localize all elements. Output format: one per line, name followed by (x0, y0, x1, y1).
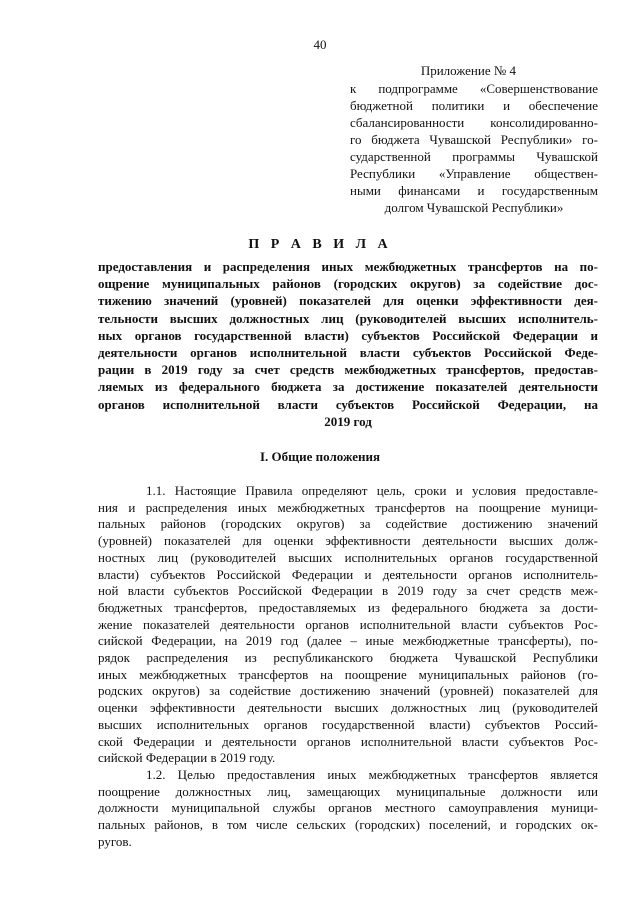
appendix-line: сударственной программы Чувашской (350, 149, 598, 164)
rules-subtitle (98, 258, 598, 430)
paragraph-line: сийской Федерации в 2019 году. (98, 750, 276, 766)
paragraph-line: высших исполнительных органов государственной власти) субъектов Россий- (98, 716, 598, 732)
paragraph-line: иных межбюджетных трансфертов на поощрение муниципальных районов (го- (98, 666, 598, 682)
appendix-line: ными финансами и государственным (350, 183, 598, 198)
appendix-line: бюджетной политики и обеспечение (350, 98, 598, 113)
paragraph-line: жение показателей деятельности органов исполнительной власти субъектов Рос- (98, 616, 598, 632)
appendix-line: Республики «Управление обществен- (350, 166, 598, 181)
paragraph-line: ругов. (98, 833, 132, 849)
paragraph-line: оценки эффективности деятельности высших должностных лиц (руководителей (98, 700, 598, 716)
paragraph-line: поощрение должностных лиц, замещающих муниципальные должности или (98, 783, 598, 799)
subtitle-line: тижению значений (уровней) показателей для оценки эффективности дея- (98, 293, 598, 309)
rules-title: П Р А В И Л А (248, 237, 392, 252)
appendix-title: Приложение № 4 (420, 63, 516, 78)
paragraph-line: ской Федерации и деятельности органов исполнительной власти субъектов Рос- (98, 733, 598, 749)
appendix-line: го бюджета Чувашской Республики» го- (350, 132, 598, 147)
paragraph-line: пальных районов, в том числе сельских (городских) поселений, и городских ок- (98, 817, 598, 833)
paragraph-line: 1.1. Настоящие Правила определяют цель, сроки и условия предоставле- (146, 483, 598, 498)
paragraph-line: власти) субъектов Российской Федерации и деятельности органов исполнитель- (98, 566, 598, 582)
paragraph-line: ной власти субъектов Российской Федерации в 2019 году за счет средств меж- (98, 583, 598, 599)
paragraph-2 (98, 767, 598, 851)
paragraph-line: 1.2. Целью предоставления иных межбюджетных трансфертов является (146, 766, 598, 782)
subtitle-line: деятельности органов исполнительной власти субъектов Российской Феде- (98, 345, 598, 361)
paragraph-line: рядок распределения из республиканского бюджета Чувашской Республики (98, 650, 598, 666)
subtitle-line: ных органов государственной власти) субъектов Российской Федерации и (98, 327, 598, 343)
section-body (98, 483, 598, 850)
paragraph-line: (уровней) показателей для оценки эффективности деятельности высших долж- (98, 533, 598, 549)
subtitle-line: органов исполнительной власти субъектов Российской Федерации, на (98, 396, 598, 412)
subtitle-line: ляемых из федерального бюджета за достижение показателей деятельности (98, 379, 598, 395)
paragraph-line: бюджетных трансфертов, предоставляемых из федерального бюджета за дости- (98, 599, 598, 615)
paragraph-line: ностных лиц (руководителей высших исполнительных органов государственной (98, 549, 598, 565)
appendix-line: долгом Чувашской Республики» (384, 200, 564, 215)
paragraph-line: сийской Федерации, на 2019 год (далее – иные межбюджетные трансферты), по- (98, 633, 598, 649)
subtitle-line: тельности высших должностных лиц (руководителей высших исполнитель- (98, 310, 598, 326)
subtitle-line: рации в 2019 году за счет средств межбюджетных трансфертов, предостав- (98, 362, 598, 378)
paragraph-1 (98, 483, 598, 767)
appendix-line: к подпрограмме «Совершенствование (350, 81, 598, 96)
paragraph-line: пальных районов (городских округов) за содействие достижению значений (98, 516, 598, 532)
page-number: 40 (313, 37, 327, 52)
subtitle-line: 2019 год (324, 413, 372, 429)
paragraph-line: ния и распределения иных межбюджетных трансфертов на поощрение муници- (98, 499, 598, 515)
paragraph-line: должности муниципальной службы органов местного самоуправления муници- (98, 800, 598, 816)
subtitle-line: ощрение муниципальных районов (городских округов) за содействие дос- (98, 276, 598, 292)
appendix-block (350, 62, 598, 216)
appendix-line: сбалансированности консолидированно- (350, 115, 598, 130)
paragraph-line: родских округов) за содействие достижению значений (уровней) показателей для (98, 683, 598, 699)
subtitle-line: предоставления и распределения иных межбюджетных трансфертов на по- (98, 259, 598, 274)
section-heading: I. Общие положения (260, 449, 380, 464)
